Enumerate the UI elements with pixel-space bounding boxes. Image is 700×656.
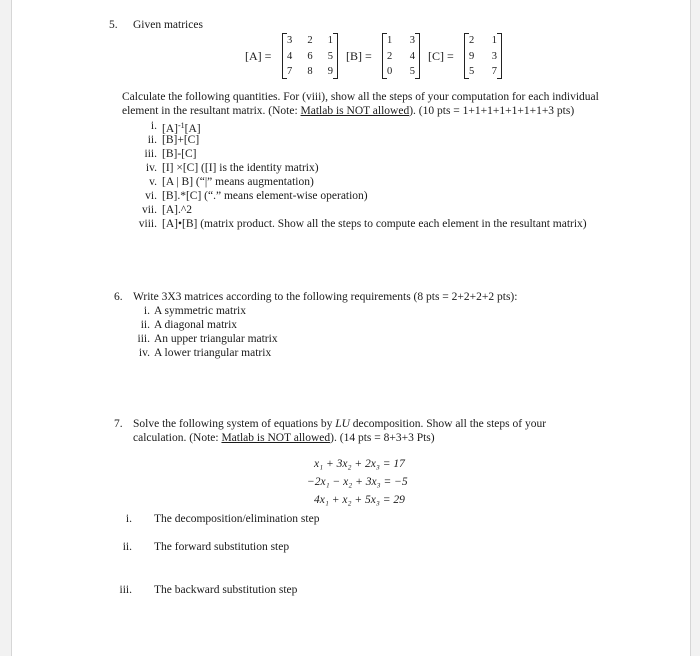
q5-item-text: [B].*[C] (“.” means element-wise operation) (162, 190, 368, 202)
q5-item-roman: vii. (141, 204, 157, 216)
q5-item-text: [A | B] (“|” means augmentation) (162, 176, 314, 188)
q7-item-text: The forward substitution step (154, 541, 290, 553)
matrix-c (464, 33, 502, 79)
q5-item-text: [A].^2 (162, 204, 192, 216)
matrix-b-cell: 4 (409, 50, 415, 62)
matrix-a-cell: 1 (327, 35, 333, 46)
q5-number: 5. (109, 19, 118, 31)
q6-intro: Write 3X3 matrices according to the following requirements (8 pts = 2+2+2+2 pts): (133, 291, 518, 303)
q6-item-text: A lower triangular matrix (154, 347, 272, 359)
q5-item-roman: i. (150, 120, 157, 132)
q7-line1 (133, 417, 546, 431)
q6-item-roman: ii. (140, 319, 150, 331)
q7-item-roman: i. (125, 513, 132, 525)
matrix-b (382, 33, 420, 79)
q5-item-text: [I] ×[C] ([I] is the identity matrix) (162, 162, 319, 174)
matrix-a-cell: 8 (307, 66, 313, 77)
matrix-a-cell: 4 (287, 50, 293, 62)
matrix-a-cell: 7 (287, 66, 293, 77)
matrix-a-cell: 3 (287, 35, 293, 46)
q7-item-text: The decomposition/elimination step (154, 513, 320, 525)
q6-item-text: An upper triangular matrix (154, 333, 278, 345)
q5-instruction-post: ). (10 pts = 1+1+1+1+1+1+1+3 pts) (409, 105, 575, 117)
q7-item-roman: iii. (119, 584, 132, 596)
q7-line2 (133, 431, 435, 445)
matrix-b-cell: 2 (387, 50, 393, 62)
q6-item-roman: iv. (138, 347, 150, 359)
q5-item-text: [B]-[C] (162, 148, 197, 160)
q7-item-roman: ii. (122, 541, 132, 553)
matrix-c-cell: 5 (469, 66, 475, 77)
matrix-a-cell: 9 (327, 66, 333, 77)
q7-line2-post: ). (14 pts = 8+3+3 Pts) (330, 432, 435, 444)
matrix-b-cell: 5 (409, 66, 415, 77)
matrix-c-cell: 3 (491, 50, 497, 62)
matrix-c-cell: 7 (491, 66, 497, 77)
q5-item-roman: viii. (138, 218, 157, 230)
matrix-c-cell: 9 (469, 50, 475, 62)
q5-item-text-post: [A] (184, 123, 201, 135)
q6-item-roman: iii. (137, 333, 150, 345)
matrix-c-cell: 1 (491, 35, 497, 46)
q7-item-text: The backward substitution step (154, 584, 298, 596)
matrix-b-cell: 3 (409, 35, 415, 46)
matrix-b-cell: 0 (387, 66, 393, 77)
document-page (11, 0, 691, 656)
q7-line1-post: decomposition. Show all the steps of your (349, 418, 547, 430)
q5-item-roman: v. (149, 176, 157, 188)
q6-item-roman: i. (143, 305, 150, 317)
q5-item-roman: iv. (145, 162, 157, 174)
matrix-a (282, 33, 338, 79)
q6-item-text: A diagonal matrix (154, 319, 238, 331)
q6-number: 6. (114, 291, 123, 303)
q7-line2-pre: calculation. (Note: (133, 432, 222, 444)
q5-intro: Given matrices (133, 19, 203, 31)
q7-lu-term: LU (335, 418, 350, 430)
equation: −2x₁ − x₂ + 3x₃ = −5 (307, 476, 408, 488)
q7-line1-pre: Solve the following system of equations by (133, 418, 336, 430)
q5-item-superscript: -1 (177, 121, 185, 130)
q5-item-roman: iii. (144, 148, 157, 160)
matrix-c-cell: 2 (469, 35, 475, 46)
q7-number: 7. (114, 418, 123, 430)
matrix-a-cell: 5 (327, 50, 333, 62)
q5-instruction-pre: element in the resultant matrix. (Note: (122, 105, 301, 117)
equation: x₁ + 3x₂ + 2x₃ = 17 (314, 458, 405, 470)
q5-item-text: [A]•[B] (matrix product. Show all the steps to compute each element in the resultant matrix) (162, 218, 587, 230)
q5-item-text: [A] (162, 123, 178, 135)
equation: 4x₁ + x₂ + 5x₃ = 29 (314, 494, 405, 506)
matrix-a-cell: 2 (307, 35, 313, 46)
q7-matlab-note: Matlab is NOT allowed (221, 432, 331, 444)
q5-item-roman: vi. (145, 190, 157, 202)
q5-item-text: [B]+[C] (162, 134, 200, 146)
q6-item-text: A symmetric matrix (154, 305, 246, 317)
q5-matlab-note: Matlab is NOT allowed (300, 105, 410, 117)
q5-item-roman: ii. (147, 134, 157, 146)
matrix-a-cell: 6 (307, 50, 313, 62)
matrix-b-cell: 1 (387, 35, 393, 46)
q5-instruction-line2 (122, 104, 574, 118)
matrix-c-label: [C] = (428, 49, 454, 63)
matrix-a-label: [A] = (245, 49, 272, 63)
matrix-b-label: [B] = (346, 49, 372, 63)
q5-instruction-line1: Calculate the following quantities. For (viii), show all the steps of your computation for each individual (122, 91, 599, 103)
